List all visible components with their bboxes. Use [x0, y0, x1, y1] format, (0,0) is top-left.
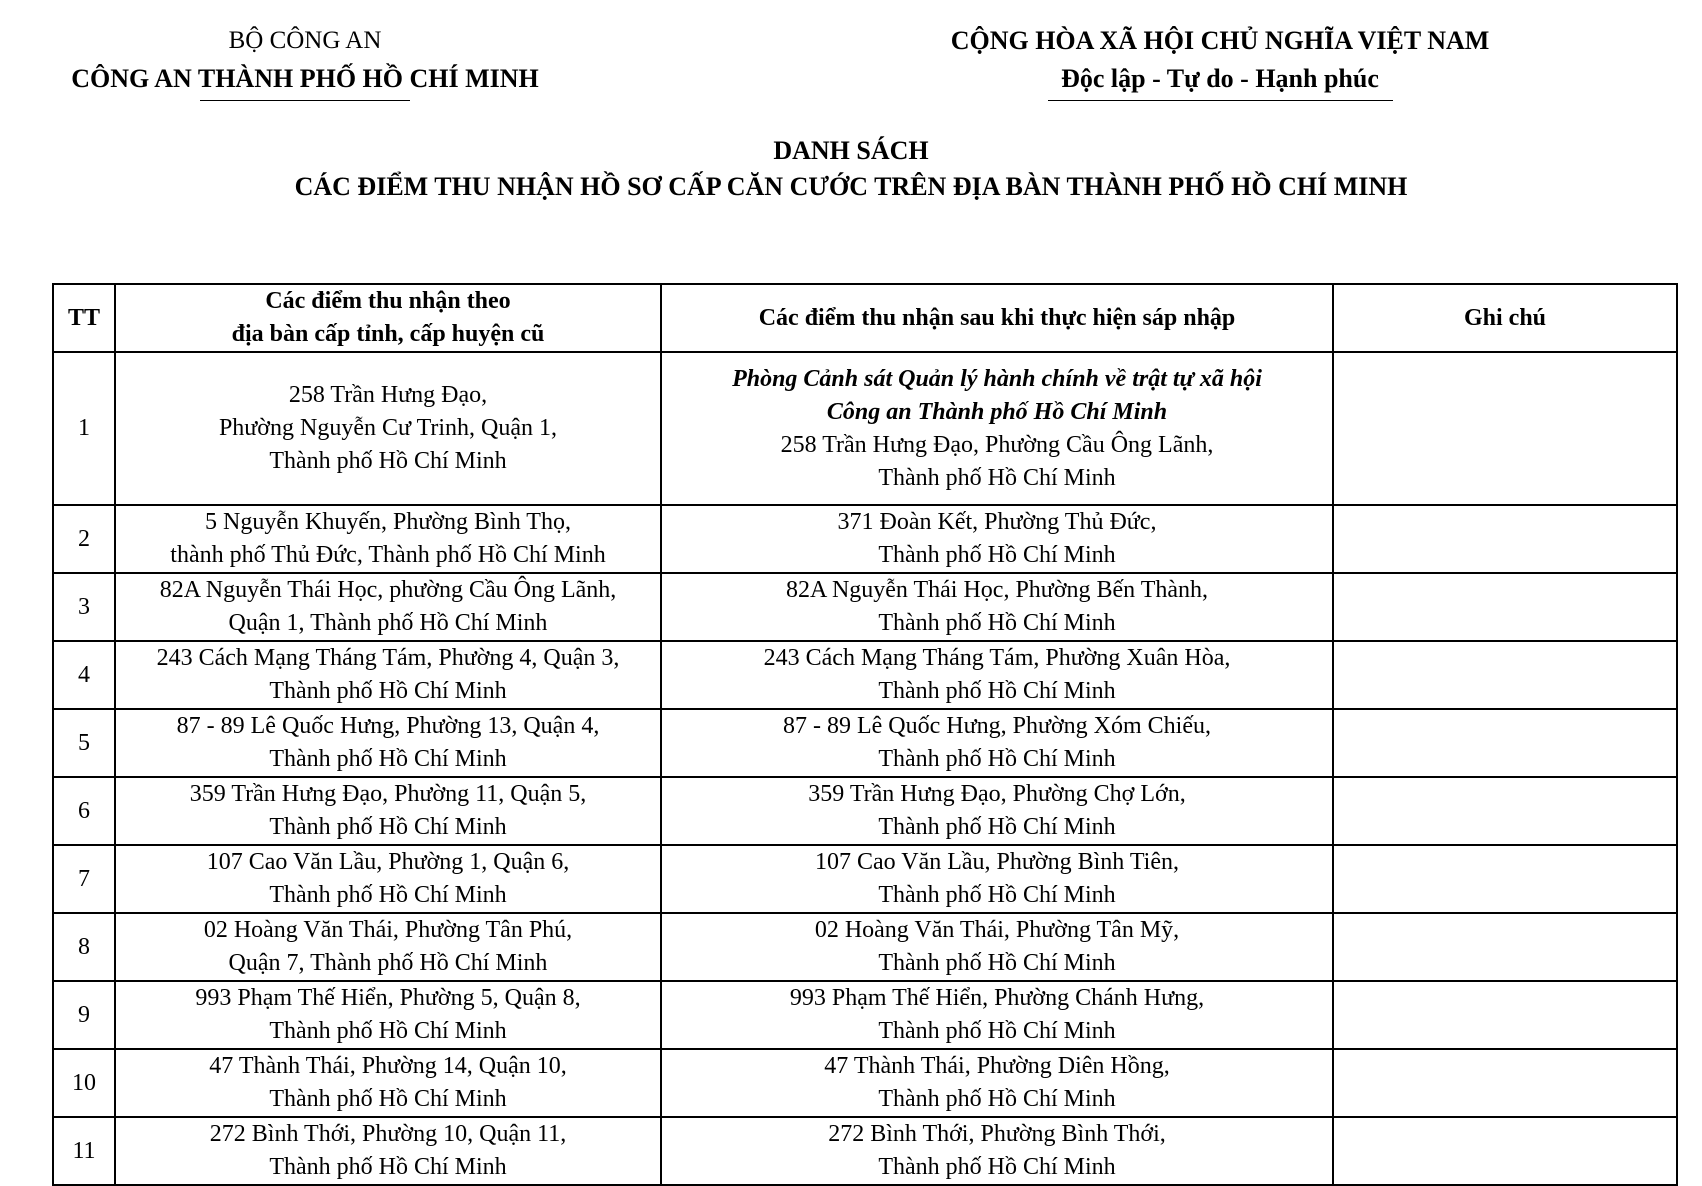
old-address-line: Thành phố Hồ Chí Minh	[269, 882, 507, 908]
old-point-cell	[115, 845, 661, 913]
table-header-row	[53, 284, 1677, 352]
new-point-cell	[661, 352, 1333, 505]
new-point-cell	[661, 641, 1333, 709]
new-address-line: Thành phố Hồ Chí Minh	[878, 882, 1116, 908]
new-address-line: 272 Bình Thới, Phường Bình Thới,	[828, 1121, 1166, 1147]
new-address-line: 87 - 89 Lê Quốc Hưng, Phường Xóm Chiếu,	[782, 713, 1211, 739]
old-address-line: 5 Nguyễn Khuyến, Phường Bình Thọ,	[205, 509, 571, 535]
old-address-line: 272 Bình Thới, Phường 10, Quận 11,	[209, 1121, 567, 1147]
office-name-line: Công an Thành phố Hồ Chí Minh	[826, 398, 1168, 425]
national-header	[850, 22, 1590, 101]
new-address-line: 47 Thành Thái, Phường Diên Hồng,	[824, 1053, 1170, 1079]
new-address-line: 107 Cao Văn Lầu, Phường Bình Tiên,	[815, 849, 1179, 875]
old-address-line: 02 Hoàng Văn Thái, Phường Tân Phú,	[203, 917, 573, 943]
new-address-line: Thành phố Hồ Chí Minh	[878, 1086, 1116, 1112]
old-address-line: Thành phố Hồ Chí Minh	[269, 678, 507, 704]
note-cell	[1333, 505, 1677, 573]
table-row	[53, 777, 1677, 845]
note-cell	[1333, 913, 1677, 981]
old-point-cell	[115, 505, 661, 573]
table-row	[53, 573, 1677, 641]
old-address-line: 47 Thành Thái, Phường 14, Quận 10,	[209, 1053, 567, 1079]
old-address-line: Thành phố Hồ Chí Minh	[269, 814, 507, 840]
new-address-line: Thành phố Hồ Chí Minh	[878, 1154, 1116, 1180]
row-number: 9	[53, 981, 115, 1049]
old-address-line: Thành phố Hồ Chí Minh	[269, 746, 507, 772]
new-point-cell	[661, 1117, 1333, 1185]
old-point-cell	[115, 573, 661, 641]
row-number: 4	[53, 641, 115, 709]
new-point-cell	[661, 981, 1333, 1049]
new-address-line: Thành phố Hồ Chí Minh	[878, 610, 1116, 636]
header-old-line-2: địa bàn cấp tỉnh, cấp huyện cũ	[231, 321, 545, 347]
old-point-cell	[115, 1049, 661, 1117]
old-address-line: 359 Trần Hưng Đạo, Phường 11, Quận 5,	[189, 781, 587, 807]
row-number: 6	[53, 777, 115, 845]
note-cell	[1333, 845, 1677, 913]
new-point-cell	[661, 913, 1333, 981]
title-line-1: DANH SÁCH	[773, 136, 929, 165]
row-number: 5	[53, 709, 115, 777]
note-cell	[1333, 641, 1677, 709]
table-row	[53, 352, 1677, 505]
old-address-line: Thành phố Hồ Chí Minh	[269, 1154, 507, 1180]
old-point-cell	[115, 709, 661, 777]
new-point-cell	[661, 505, 1333, 573]
note-cell	[1333, 1049, 1677, 1117]
table-body	[53, 352, 1677, 1185]
new-point-cell	[661, 709, 1333, 777]
old-address-line: 993 Phạm Thế Hiển, Phường 5, Quận 8,	[195, 985, 581, 1011]
new-address-line: Thành phố Hồ Chí Minh	[878, 542, 1116, 568]
table-row	[53, 845, 1677, 913]
new-address-line: Thành phố Hồ Chí Minh	[878, 746, 1116, 772]
old-address-line: Quận 7, Thành phố Hồ Chí Minh	[228, 950, 548, 976]
old-address-line: 258 Trần Hưng Đạo,	[288, 382, 488, 408]
old-point-cell	[115, 777, 661, 845]
collection-points-table	[52, 283, 1678, 1186]
table-row	[53, 981, 1677, 1049]
agency-underline	[200, 100, 410, 101]
old-address-line: 82A Nguyễn Thái Học, phường Cầu Ông Lãnh,	[159, 577, 617, 603]
table-row	[53, 913, 1677, 981]
new-point-cell	[661, 1049, 1333, 1117]
note-cell	[1333, 1117, 1677, 1185]
old-address-line: Thành phố Hồ Chí Minh	[269, 1018, 507, 1044]
new-point-cell	[661, 845, 1333, 913]
row-number: 1	[53, 352, 115, 505]
new-address-line: 371 Đoàn Kết, Phường Thủ Đức,	[837, 509, 1157, 535]
nation-name: CỘNG HÒA XÃ HỘI CHỦ NGHĨA VIỆT NAM	[950, 26, 1490, 55]
row-number: 10	[53, 1049, 115, 1117]
note-cell	[1333, 573, 1677, 641]
old-point-cell	[115, 1117, 661, 1185]
old-address-line: Phường Nguyễn Cư Trinh, Quận 1,	[218, 415, 558, 441]
issuer-header	[60, 22, 550, 101]
header-old-line-1: Các điểm thu nhận theo	[265, 288, 511, 314]
new-address-line: Thành phố Hồ Chí Minh	[878, 1018, 1116, 1044]
new-address-line: Thành phố Hồ Chí Minh	[878, 814, 1116, 840]
old-address-line: Thành phố Hồ Chí Minh	[269, 448, 507, 474]
old-address-line: 107 Cao Văn Lầu, Phường 1, Quận 6,	[206, 849, 570, 875]
new-point-cell	[661, 573, 1333, 641]
table-row	[53, 641, 1677, 709]
old-point-cell	[115, 981, 661, 1049]
note-cell	[1333, 352, 1677, 505]
new-address-line: 993 Phạm Thế Hiển, Phường Chánh Hưng,	[789, 985, 1205, 1011]
row-number: 7	[53, 845, 115, 913]
row-number: 8	[53, 913, 115, 981]
old-address-line: Quận 1, Thành phố Hồ Chí Minh	[228, 610, 548, 636]
new-address-line: 82A Nguyễn Thái Học, Phường Bến Thành,	[785, 577, 1209, 603]
national-motto: Độc lập - Tự do - Hạnh phúc	[1061, 64, 1379, 93]
ministry-name: BỘ CÔNG AN	[228, 27, 382, 54]
note-cell	[1333, 981, 1677, 1049]
new-address-line: Thành phố Hồ Chí Minh	[878, 464, 1116, 491]
new-address-line: 359 Trần Hưng Đạo, Phường Chợ Lớn,	[808, 781, 1186, 807]
row-number: 3	[53, 573, 115, 641]
table-row	[53, 1117, 1677, 1185]
old-address-line: Thành phố Hồ Chí Minh	[269, 1086, 507, 1112]
new-address-line: Thành phố Hồ Chí Minh	[878, 950, 1116, 976]
new-address-line: Thành phố Hồ Chí Minh	[878, 678, 1116, 704]
table-row	[53, 1049, 1677, 1117]
agency-name: CÔNG AN THÀNH PHỐ HỒ CHÍ MINH	[71, 64, 539, 93]
table-row	[53, 505, 1677, 573]
old-address-line: 243 Cách Mạng Tháng Tám, Phường 4, Quận 3,	[156, 645, 620, 671]
new-address-line: 02 Hoàng Văn Thái, Phường Tân Mỹ,	[814, 917, 1180, 943]
old-point-cell	[115, 352, 661, 505]
office-name-line: Phòng Cảnh sát Quản lý hành chính về trật tự xã hội	[732, 365, 1262, 392]
old-address-line: thành phố Thủ Đức, Thành phố Hồ Chí Minh	[170, 542, 606, 568]
title-line-2: CÁC ĐIỂM THU NHẬN HỒ SƠ CẤP CĂN CƯỚC TRÊN ĐỊA BÀN THÀNH PHỐ HỒ CHÍ MINH	[294, 172, 1408, 201]
row-number: 11	[53, 1117, 115, 1185]
new-address-line: 243 Cách Mạng Tháng Tám, Phường Xuân Hòa,	[763, 645, 1231, 671]
row-number: 2	[53, 505, 115, 573]
new-point-cell	[661, 777, 1333, 845]
new-address-line: 258 Trần Hưng Đạo, Phường Cầu Ông Lãnh,	[780, 431, 1214, 458]
motto-underline	[1048, 100, 1393, 101]
old-point-cell	[115, 913, 661, 981]
note-cell	[1333, 709, 1677, 777]
document-title	[0, 133, 1702, 205]
header-new-points: Các điểm thu nhận sau khi thực hiện sáp nhập	[661, 284, 1333, 352]
table-row	[53, 709, 1677, 777]
old-point-cell	[115, 641, 661, 709]
header-old-points	[115, 284, 661, 352]
note-cell	[1333, 777, 1677, 845]
header-tt: TT	[53, 284, 115, 352]
header-note: Ghi chú	[1333, 284, 1677, 352]
old-address-line: 87 - 89 Lê Quốc Hưng, Phường 13, Quận 4,	[176, 713, 600, 739]
